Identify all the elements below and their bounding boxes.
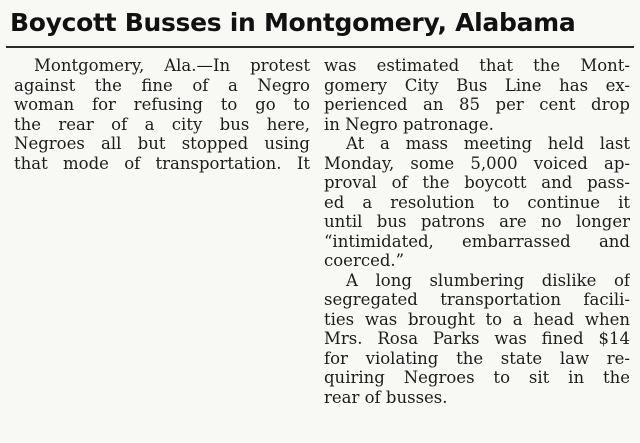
- article-line: segregated transportation facili-: [324, 290, 630, 309]
- article-line: against the fine of a Negro: [14, 75, 310, 95]
- article-line: Mrs. Rosa Parks was fined $14: [324, 329, 630, 348]
- article-line: coerced.”: [324, 251, 405, 270]
- article-line: ed a resolution to continue it: [324, 192, 630, 212]
- article-line: A long slumbering dislike of: [346, 270, 630, 290]
- article-column-right: [324, 56, 630, 407]
- headline-rule: [6, 46, 634, 48]
- article-line: the rear of a city bus here,: [14, 114, 310, 134]
- article-line: perienced an 85 per cent drop: [324, 95, 630, 114]
- article-line: Monday, some 5,000 voiced ap-: [324, 153, 630, 173]
- article-line: was estimated that the Mont-: [324, 56, 630, 75]
- article-line: gomery City Bus Line has ex-: [324, 75, 630, 95]
- article-line: Montgomery, Ala.—In protest: [34, 56, 310, 75]
- article-line: Negroes all but stopped using: [14, 134, 310, 153]
- article-line: in Negro patronage.: [324, 114, 494, 134]
- article-line: “intimidated, embarrassed and: [324, 231, 630, 251]
- article-line: quiring Negroes to sit in the: [324, 368, 630, 387]
- article-line: woman for refusing to go to: [14, 95, 310, 114]
- headline: Boycott Busses in Montgomery, Alabama: [10, 8, 576, 37]
- article-line: until bus patrons are no longer: [324, 212, 630, 231]
- article-line: that mode of transportation. It: [14, 153, 310, 173]
- article-line: ties was brought to a head when: [324, 309, 630, 329]
- article-column-left: [14, 56, 310, 173]
- article-line: proval of the boycott and pass-: [324, 173, 630, 192]
- article-line: At a mass meeting held last: [346, 134, 630, 153]
- article-line: for violating the state law re-: [324, 348, 630, 368]
- article-line: rear of busses.: [324, 387, 448, 407]
